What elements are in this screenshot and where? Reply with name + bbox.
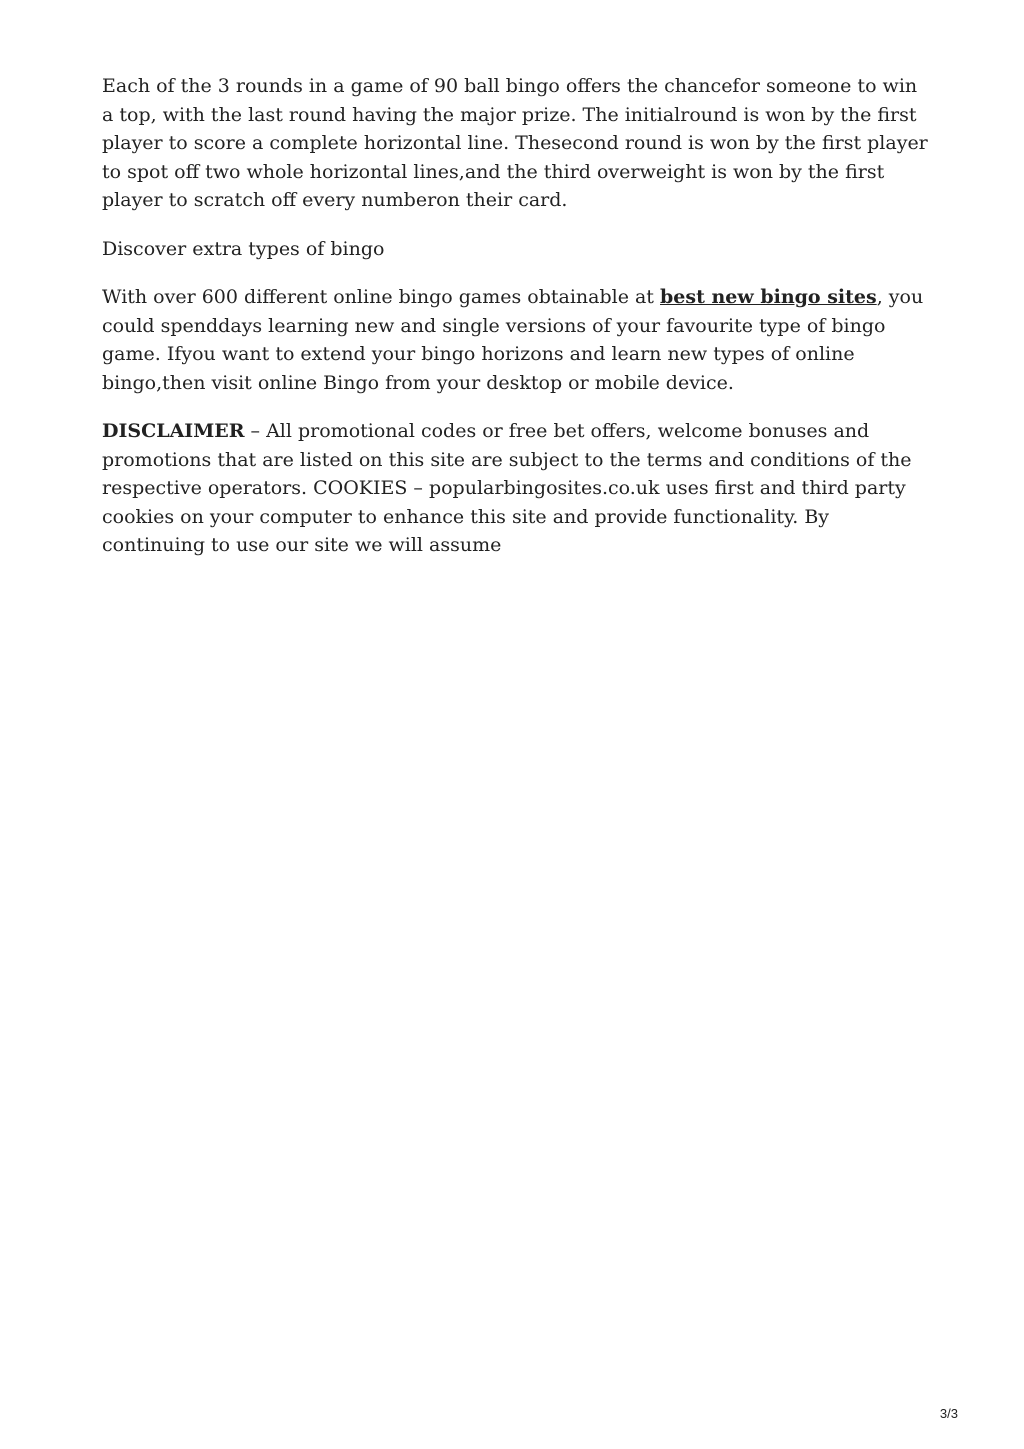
disclaimer-paragraph: [102, 417, 932, 560]
discover-paragraph: Discover extra types of bingo: [102, 237, 385, 260]
games-paragraph: [102, 283, 932, 397]
games-text-after-link: , you could spenddays learning new and single versions of your favourite type of bingo game. Ifyou want to extend your bingo horizons and learn new types of online bingo,then visit online Bingo from your desktop or mobile device.: [102, 286, 924, 394]
games-text-before-link: With over 600 different online bingo games obtainable at: [102, 286, 660, 308]
page-number: 3/3: [939, 1406, 958, 1421]
best-new-bingo-sites-link[interactable]: best new bingo sites: [660, 286, 877, 308]
document-body: [102, 72, 932, 580]
rounds-paragraph: Each of the 3 rounds in a game of 90 ball bingo offers the chancefor someone to win a top, with the last round having the major prize. The initialround is won by the first player to score a complete horizontal line. Thesecond round is won by the first player to spot off two whole horizontal lines,and the third overweight is won by the first player to scratch off every numberon their card.: [102, 75, 928, 211]
disclaimer-text: – All promotional codes or free bet offers, welcome bonuses and promotions that are listed on this site are subject to the terms and conditions of the respective operators. COOKIES – popularbingosites.co.uk uses first and third party cookies on your computer to enhance this site and provide functionality. By continuing to use our site we will assume: [102, 420, 912, 556]
disclaimer-label: DISCLAIMER: [102, 420, 245, 442]
